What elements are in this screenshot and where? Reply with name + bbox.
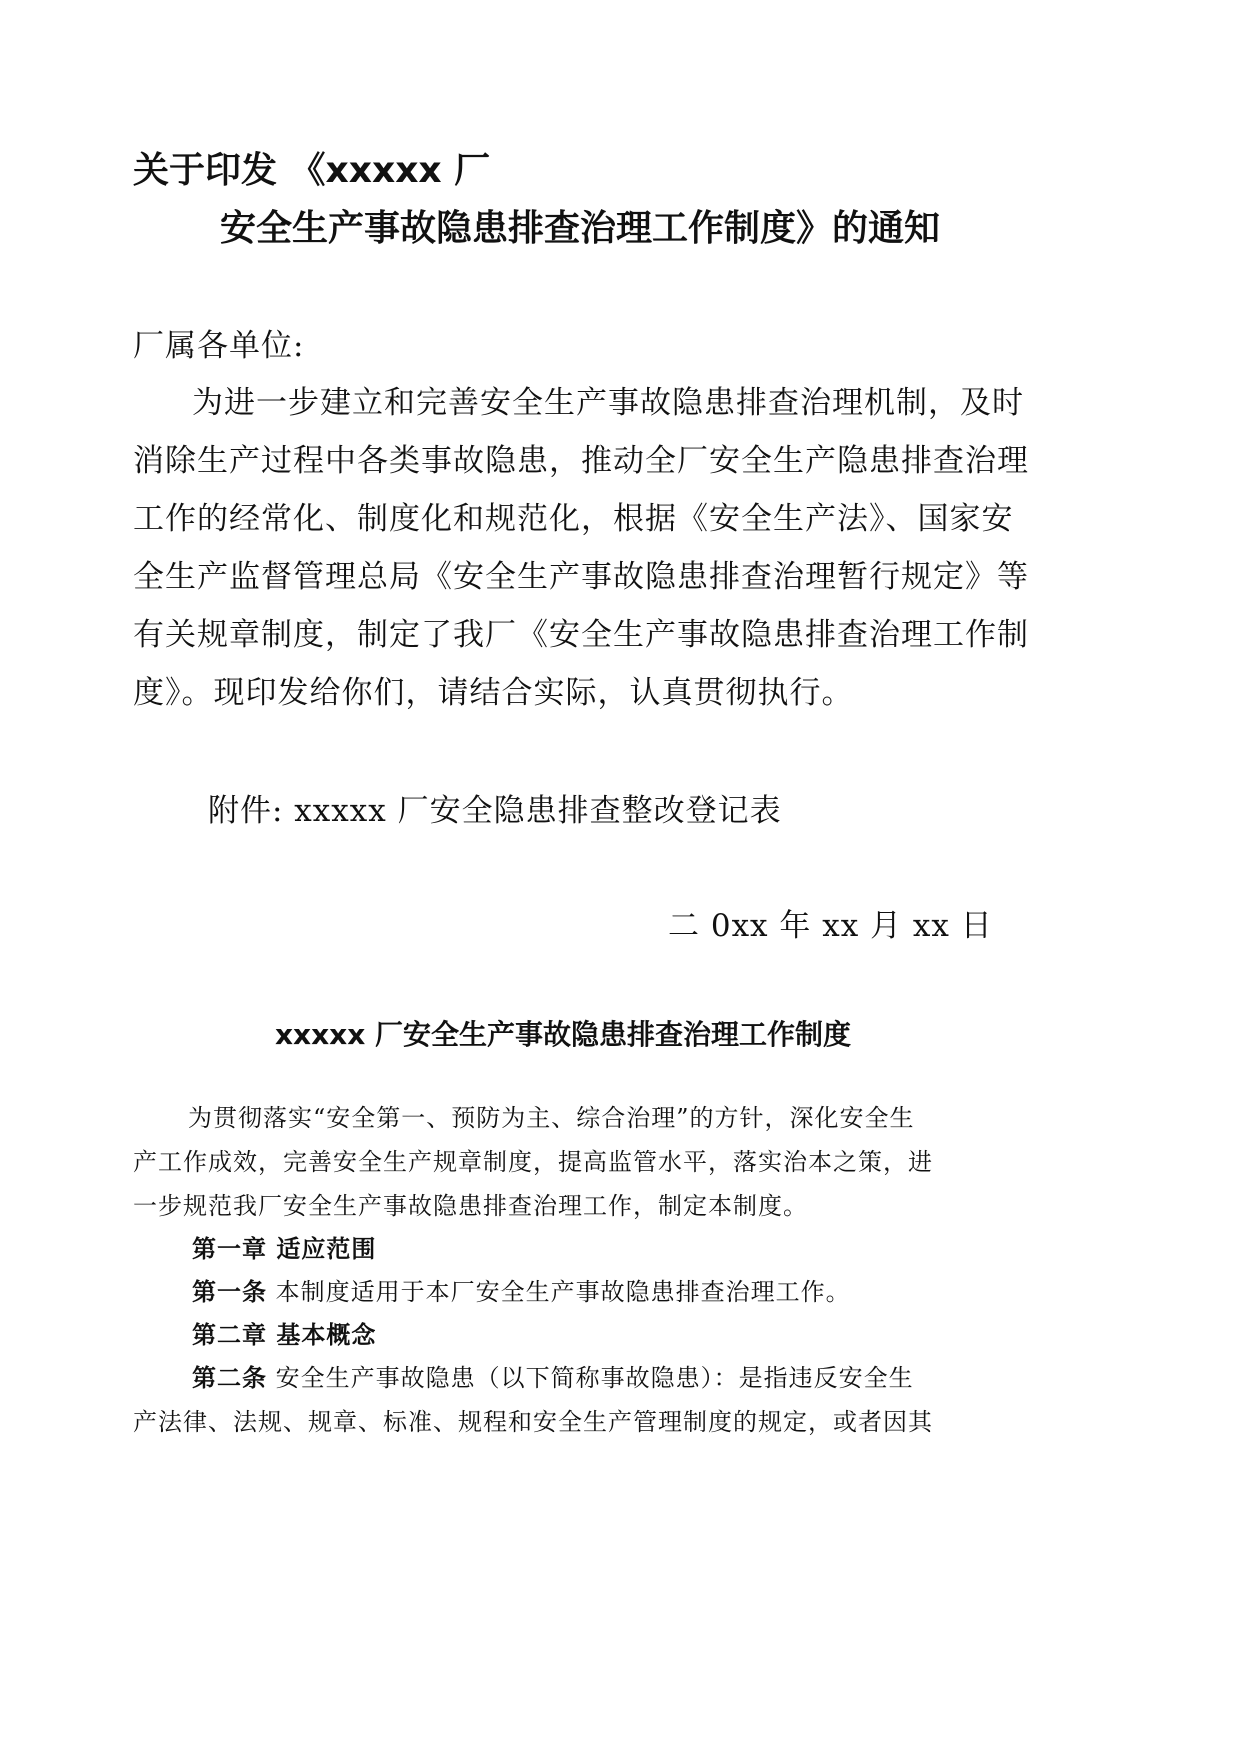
regulation-intro-line: 产工作成效，完善安全生产规章制度，提高监管水平，落实治本之策，进 — [133, 1148, 933, 1176]
regulation-intro-line: 为贯彻落实“安全第一、预防为主、综合治理”的方针，深化安全生 — [188, 1104, 915, 1132]
notice-paragraph-line: 工作的经常化、制度化和规范化，根据《安全生产法》、国家安 — [133, 501, 1014, 537]
article-text: 本制度适用于本厂安全生产事故隐患排查治理工作。 — [267, 1278, 851, 1306]
regulation-title: xxxxx 厂安全生产事故隐患排查治理工作制度 — [275, 1018, 852, 1051]
chapter-heading: 第二章 基本概念 — [192, 1321, 377, 1349]
article-label: 第一条 — [192, 1278, 267, 1306]
notice-title-line1: 关于印发 《xxxxx 厂 — [133, 150, 491, 191]
notice-title-line2: 安全生产事故隐患排查治理工作制度》的通知 — [220, 208, 941, 249]
notice-paragraph-line: 度》。现印发给你们，请结合实际，认真贯彻执行。 — [133, 675, 854, 711]
article-2 — [192, 1358, 914, 1393]
article-text: 安全生产事故隐患（以下简称事故隐患）：是指违反安全生 — [267, 1364, 914, 1392]
notice-paragraph-line: 为进一步建立和完善安全生产事故隐患排查治理机制，及时 — [192, 385, 1024, 421]
notice-paragraph-line: 全生产监督管理总局《安全生产事故隐患排查治理暂行规定》等 — [133, 559, 1029, 595]
chapter-heading: 第一章 适应范围 — [192, 1235, 377, 1263]
salutation: 厂属各单位: — [133, 328, 305, 364]
attachment-line: 附件: xxxxx 厂安全隐患排查整改登记表 — [208, 793, 782, 829]
notice-paragraph-line: 有关规章制度，制定了我厂《安全生产事故隐患排查治理工作制 — [133, 617, 1029, 653]
article-1 — [192, 1272, 851, 1307]
regulation-intro-line: 一步规范我厂安全生产事故隐患排查治理工作，制定本制度。 — [133, 1192, 808, 1220]
article-label: 第二条 — [192, 1364, 267, 1392]
notice-paragraph-line: 消除生产过程中各类事故隐患，推动全厂安全生产隐患排查治理 — [133, 443, 1029, 479]
notice-date: 二 0xx 年 xx 月 xx 日 — [668, 908, 993, 944]
article-text-line: 产法律、法规、规章、标准、规程和安全生产管理制度的规定，或者因其 — [133, 1408, 933, 1436]
